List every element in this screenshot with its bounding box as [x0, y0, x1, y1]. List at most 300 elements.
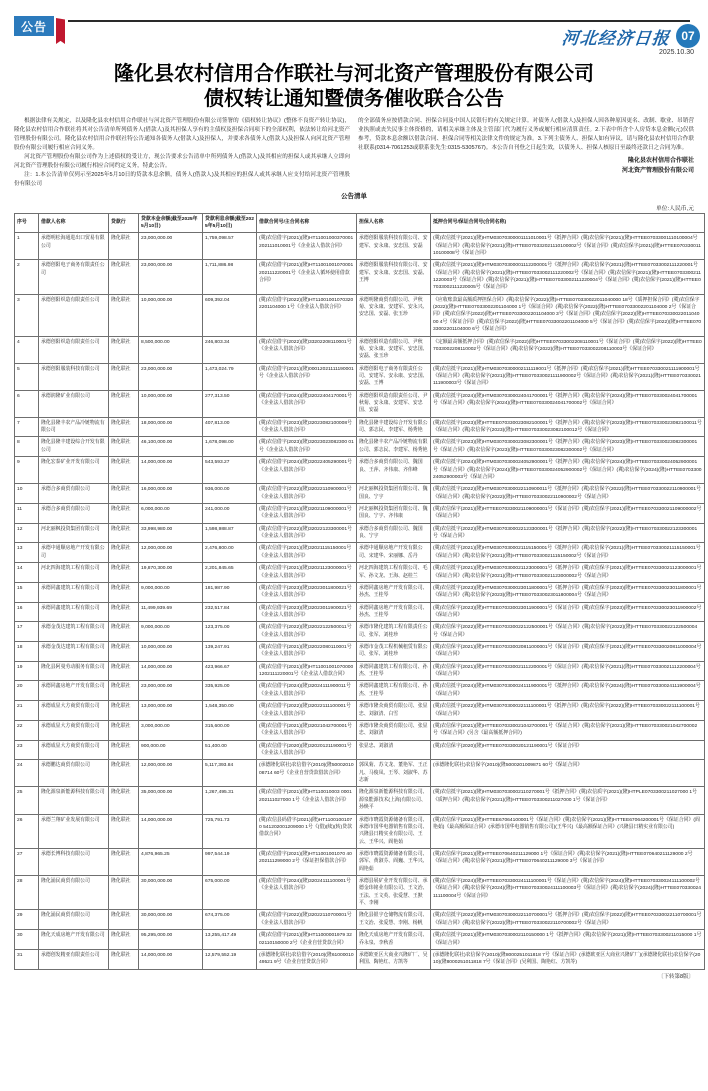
table-cell: 30,000,000.00	[139, 876, 203, 910]
table-header-cell: 贷款利息余额(截至2025年5月10日)	[203, 213, 257, 233]
table-cell: 19	[15, 661, 39, 681]
table-header-cell: 序号	[15, 213, 39, 233]
table-cell: (冀)农信借字(2023)(隆)32023082100008号《企业法人借款合同》	[257, 417, 357, 437]
table-cell: (冀)农信借字(2024)(隆)32022404170001号《企业法人借款合同》	[257, 390, 357, 417]
table-cell: 5,117,393.84	[203, 760, 257, 787]
intro-column-right	[358, 117, 694, 189]
table-cell: 承德创阳织造有限责任公司、尹秋菊、安永康、安建军、安忠国、安磊	[357, 390, 431, 417]
table-cell: 承德成显大方商贸有限公司	[39, 701, 109, 721]
table-cell: 2,476,800.00	[203, 543, 257, 563]
table-cell: 725,791.73	[203, 814, 257, 848]
table-cell: 隆化联社	[109, 701, 139, 721]
intro-text	[14, 117, 694, 189]
table-cell: 95,295,000.00	[139, 930, 203, 950]
table-cell: 隆化源泉新能源科技有限公司	[39, 787, 109, 814]
table-cell: 隆化联社	[109, 523, 139, 543]
table-cell: 10	[15, 484, 39, 504]
table-cell: 18,000,000.00	[139, 417, 203, 437]
intro-paragraph: 河北资产管理股份有限公司作为上述债权的受让方，现公告要求公告清单中所列债务人(借款人)及其相应的担保人或其承继人立即向河北资产管理股份有限公司履行相应合同约定义务，特此公告。	[14, 153, 350, 169]
signature-credit-union: 隆化县农村信用合作联社	[627, 157, 694, 164]
table-header-cell: 借款合同号/主合同名称	[257, 213, 357, 233]
table-cell: 246,803.34	[203, 336, 257, 363]
table-row	[15, 523, 705, 543]
table-cell: 19,870,300.00	[139, 563, 203, 583]
table-cell: 隆化联社	[109, 787, 139, 814]
table-cell: 14	[15, 563, 39, 583]
table-cell: 35,000,000.00	[139, 787, 203, 814]
table-cell: 10,000,000.00	[139, 390, 203, 417]
signature-asset-company: 河北资产管理股份有限公司	[621, 167, 694, 174]
table-cell: 13,255,417.49	[203, 930, 257, 950]
table-cell: 10,000,000.00	[139, 294, 203, 336]
table-header-cell: 借款人名称	[39, 213, 109, 233]
table-cell: (冀)农信保字(2022)(隆)HTTEE070330022122500001号《保证合同》(冀)农信保字(2022)(隆)HTTEE070330022122500004号《保证合同》	[431, 622, 705, 642]
paper-name: 河北经济日报	[560, 29, 671, 49]
table-cell: 承德市隆化建筑工程有限责任公司、张军、刘桂珍	[357, 622, 431, 642]
table-cell: (冀)农信借字(2021)(隆)HT11001001070 40202111299000 2号《保证担保借款合同》	[257, 848, 357, 875]
table-cell: (冀)农信抵字(2021)(隆)HTM03070300001112200001号《抵押合同》(冀)农信保字(2021)(隆)HTTEE07033002111220001号《保证合同》(冀)农信保字(2021)(隆)HTTEE07033002111220002号《保证合同》(冀)农信保字(2021)(隆)HTTEE07033002111220003号《保证合同》(冀)农信保字(2021)(隆)HTTEE07033002111220004号《保证合同》(冀)农信保字(2021)(隆)HTTEE07033002111220005号《保证合同》	[431, 260, 705, 294]
title-line-2: 债权转让通知暨债务催收联合公告	[204, 88, 504, 110]
table-header-cell: 担保人名称	[357, 213, 431, 233]
table-cell: 承德长博科技有限公司	[39, 848, 109, 875]
table-cell: 4,876,965.25	[139, 848, 203, 875]
table-cell: 241,000.00	[203, 504, 257, 524]
table-cell: (冀)农信借字(2024)(隆)32024111100001号《企业法人借款合同》	[257, 876, 357, 910]
table-cell: (冀)农信抵字(2024)(隆)HTM03070300024052900001号《抵押合同》(冀)农信保字(2024)(隆)HTTEE070330024052900001号《保证合同》(冀)农信保字(2024)(隆)HTTEE070330024052900002号《保证合同》(冀)农信保字(2024)(隆)HTTEE070330024052900003号《保证合同》	[431, 457, 705, 484]
table-row	[15, 504, 705, 524]
table-header-cell: 抵押合同号/保证合同号(合同名称)	[431, 213, 705, 233]
section-label: 公告	[20, 19, 47, 34]
table-cell: 隆化联社	[109, 642, 139, 662]
table-cell: (承德隆化联社)农信借字(2010)(隆6100001049521 9号《企业自营贷款合同》	[257, 949, 357, 969]
table-cell: 23,000,000.00	[139, 260, 203, 294]
table-row	[15, 930, 705, 950]
table-cell: 河北丽枫投资集团有限公司、魏国良、宁宇	[357, 484, 431, 504]
table-cell: 承德创阳电子商务有限责任公司、安建军、安永康、安忠国、安磊、王博	[357, 363, 431, 390]
table-cell: 12,000,000.00	[139, 760, 203, 787]
table-cell: (冀)农信借字(2021)(隆)00012021111190001号《企业法人借款合同》	[257, 363, 357, 390]
table-cell: (冀)农信保字(2021)(隆)HTTEE070330021112200001号《保证合同》(冀)农信保字(2021)(隆)HTTEE070330021112200004号《保证合同》	[431, 661, 705, 681]
page-number: 07	[681, 29, 695, 43]
table-cell: 31	[15, 949, 39, 969]
table-cell: 承德市晓霞资源储备有限公司、郭军、黄淑芬、阎巍、王华兴、阎艳茹	[357, 848, 431, 875]
table-cell: (冀)农信保字(2021)(隆)HTTEE070640211129000 1号《保证合同》(冀)农信保字(2021)(隆)HTTEE070640211129000 2号《保证合同》(冀)农信保字(2021)(隆)HTTEE070640211129000 3号《保证合同》	[431, 848, 705, 875]
table-cell: 674,375.00	[203, 910, 257, 930]
table-cell: 15	[15, 582, 39, 602]
table-cell: (冀)农信抵字(2022)(隆)HTM03070300022123300001号《抵押合同》(冀)农信保字(2022)(隆)HTTEE070330022123300001号《保证合同》	[431, 523, 705, 543]
table-cell: 承德同鑫房地产开发有限公司	[39, 681, 109, 701]
table-row	[15, 681, 705, 701]
table-cell: 承德中通顺房地产开发有限公司	[39, 543, 109, 563]
table-cell: 承德金茂达建筑工程有限公司	[39, 642, 109, 662]
table-cell: 14,000,000.00	[139, 661, 203, 681]
table-cell: 承德同鑫建筑工程有限公司	[39, 602, 109, 622]
table-cell: 14,000,000.00	[139, 949, 203, 969]
table-cell: 46,100,000.00	[139, 437, 203, 457]
table-cell: (冀)农信借字(2022)(隆)32022122500011号《企业法人借款合同》	[257, 622, 357, 642]
table-cell: 14,000,000.00	[139, 814, 203, 848]
table-cell: 20	[15, 681, 39, 701]
intro-column-left	[14, 117, 350, 189]
table-cell: 承德合多商贸有限公司	[39, 484, 109, 504]
table-cell: 10,000,000.00	[139, 642, 203, 662]
table-cell: 1,548,350.00	[203, 701, 257, 721]
table-cell: (冀)农信借字(2021)(隆)32022080110001号《企业法人借款合同》	[257, 642, 357, 662]
table-cell: 181,987.90	[203, 582, 257, 602]
table-cell: 承德润隆矿业有限公司	[39, 390, 109, 417]
table-cell: 承德明松海通进出口贸易有限公司	[39, 233, 109, 260]
debt-table	[14, 213, 705, 970]
table-cell: 承德金茂达建筑工程有限公司	[39, 622, 109, 642]
table-cell: 承德明隆商贸有限公司、尹秋菊、安永康、安建军、安永兴、安忠国、安磊、张玉珍	[357, 294, 431, 336]
table-cell: 8,500,000.00	[139, 336, 203, 363]
table-cell: 河北丽枫投资集团有限公司	[39, 523, 109, 543]
table-cell: 隆化联社	[109, 260, 139, 294]
table-cell: (冀)农信县码借字(2021)(隆)HT11001001070 541202001209000 1号《(借)(续)(转)贷款借款合同》	[257, 814, 357, 848]
table-cell: (承德隆化联社)农信借字(2010)(隆5000201008714 60号《企业自营贷款借款合同》	[257, 760, 357, 787]
table-cell: (冀)农信保字(2024)(隆)HTTEE070330024111100001号《保证合同》(冀)农信保字(2024)(隆)HTTEE070330024111100002号《保证合同》(冀)农信保字(2024)(隆)HTTEE070330024111100003号《保证合同》(冀)农信保字(2024)(隆)HTTEE070330024111100004号《保证合同》	[431, 876, 705, 910]
table-cell: (冀)农信借字(2022)(隆)32022110700001号《企业法人借款合同》	[257, 910, 357, 930]
table-cell: 28	[15, 876, 39, 910]
table-cell: 609,392.04	[203, 294, 257, 336]
table-cell: (冀)农信借字(2022)(隆)33202208110001号《企业法人借款合同》	[257, 336, 357, 363]
table-cell: 543,593.27	[203, 457, 257, 484]
table-cell: (冀)农信借字(2022)(隆)32022123300001号《企业法人借款合同》	[257, 523, 357, 543]
table-cell: (冀)农信抵字(2021)(隆)HTM0307030002110150000 1号《抵押合同》(冀)农信保字(2021)(隆)HTTEE0703300211015000 1号《保证合同》	[431, 930, 705, 950]
table-cell: 13,000,000.00	[139, 701, 203, 721]
table-cell: 23,000,000.00	[139, 363, 203, 390]
table-cell: (冀)农信抵字(2024)(隆)HTM03070300024111900001号《抵押合同》(冀)农信保字(2024)(隆)HTTEE070330024111900004号《保证合同》	[431, 681, 705, 701]
table-cell: 29	[15, 910, 39, 930]
table-row	[15, 949, 705, 969]
table-cell: 隆化联社	[109, 910, 139, 930]
table-cell: (冀)农信抵字(2023)(隆)HTTEE070330023082100001号《抵押合同》(冀)农信保字(2023)(隆)HTTEE070330023082100011号《保证合同》(冀)农信保字(2023)(隆)HTTEE070330023082100012号《保证合同》	[431, 417, 705, 437]
issue-date: 2025.10.30	[658, 49, 694, 56]
table-cell: (冀)农信借字(2022)(隆)HT110010010703202201104000 1号《企业法人借款合同》	[257, 294, 357, 336]
table-cell: 隆化联社	[109, 437, 139, 457]
table-row	[15, 701, 705, 721]
table-cell: (冀)农信抵字(2021)(隆)HTM03070300021123000001号《抵押合同》(冀)农信保字(2021)(隆)HTTEE070330021123000001号《保证合同》(冀)农信保字(2021)(隆)HTTEE070330021123000002号《保证合同》	[431, 563, 705, 583]
table-cell: 隆化联社	[109, 417, 139, 437]
table-cell: 隆化联社	[109, 622, 139, 642]
continuation-note: 〔下转第8版〕	[657, 973, 694, 980]
table-cell: 3,000,000.00	[139, 720, 203, 740]
table-cell: (冀)农信抵字(2022)(隆)HTM03070300022110900011号《抵押合同》(冀)农信保字(2022)(隆)HTTEE070330022110900001号《保证合同》(冀)农信保字(2022)(隆)HTTEE070330022110900002号《保证合同》	[431, 484, 705, 504]
table-cell: 25	[15, 787, 39, 814]
table-row	[15, 390, 705, 417]
table-row	[15, 543, 705, 563]
table-cell: 承德合多商贸有限公司	[39, 504, 109, 524]
table-cell: (冀)农信借字(2023)(隆)32023011800021号《企业法人借款合同》	[257, 582, 357, 602]
table-cell: (冀)农信抵字(2021)(隆)HTM0307030002110270001号《抵押合同》(冀)农信质字(2021)(隆)HTPLE0703300211027000 1号《质押合同》(冀)农信保字(2021)(隆)HTTEE0703300211027000 1号《保证合同》	[431, 787, 705, 814]
table-row	[15, 602, 705, 622]
table-cell: (冀)农信保字(2021)(隆)HTTEE070330021109000001号《保证合同》(冀)农信保字(2021)(隆)HTTEE070330021109000002号《保证合同》	[431, 504, 705, 524]
table-cell: 隆化县银宇仓储物流有限公司、王文治、张爱慧、李刚、杨帆	[357, 910, 431, 930]
table-cell: (冀)农信借字(2020)(隆)32020121190001号《企业法人借款合同》	[257, 740, 357, 760]
table-cell: 承德创阳织造有限公司、尹秋菊、安永康、安建军、安忠国、安磊、张玉珍	[357, 336, 431, 363]
table-cell: 承德创阳服装科技有限公司	[39, 363, 109, 390]
table-cell: 隆化联社	[109, 582, 139, 602]
table-cell: (冀)农信抵字(2022)(隆)HTM03070300022110700001号《抵押合同》(冀)农信保字(2022)(隆)HTTEE070330022110700001号《保证合同》(冀)农信保字(2022)(隆)HTTEE070330022110700002号《保证合同》	[431, 910, 705, 930]
table-cell: 承德同鑫建筑工程有限公司、孙杰、王桂琴	[357, 661, 431, 681]
table-cell: 隆化涌民商贸有限公司	[39, 876, 109, 910]
table-cell: (冀)农信保字(2020)(隆)HTTEE070330020121190001号《保证合同》	[431, 740, 705, 760]
table-cell: 《定额最高额抵押合同》(冀)农信保字(2022)(隆)HTTEE07033002208110001号《保证合同》(冀)农信保字(2022)(隆)HTTEE07033002208110002号《保证合同》(冀)农信保字(2022)(隆)HTTEE07033002208110003号《保证合同》	[431, 336, 705, 363]
table-cell: 3	[15, 294, 39, 336]
list-label: 公告清单	[341, 192, 367, 200]
header-rule	[68, 20, 690, 22]
table-cell: 隆化联社	[109, 484, 139, 504]
table-row	[15, 910, 705, 930]
table-cell: 隆化县隆丰建设综合开发有限公司、郭志民、李建军、杨秀艳	[357, 417, 431, 437]
table-cell: 隆化联社	[109, 740, 139, 760]
table-cell: 承德成显大方商贸有限公司	[39, 720, 109, 740]
table-cell: 23	[15, 740, 39, 760]
intro-paragraph: 的全部债务应按借款合同、担保合同及中国人民银行的有关规定计算。对债务人(借款人)及担保人因各种原因更名、改制、歇业、吊销营业执照或丧失民事主体资格的，请相关承继主体及主管部门代为履行义务或履行相应清算责任。2.下表中所含个人房贷本息金额(元)仅供参考，贷款本息余额以借款合同、担保合同等相关法律文件的规定为准。3.下列主债务人、担保人如有异议，请与隆化县农村信用合作联社联系(0314-7061253或联系张先生:0315-5305767)。本公告自刊登之日起生效，以债务人、担保人核原日至最终还款日之合同为准。	[358, 118, 694, 151]
table-cell: 隆化联社	[109, 457, 139, 484]
table-cell: (冀)农信抵字(2023)(隆)HTM03070300023011800001号《抵押合同》(冀)农信保字(2023)(隆)HTTEE070330023011800001号《保证合同》(冀)农信保字(2023)(隆)HTTEE070330023011800004号《保证合同》	[431, 582, 705, 602]
table-cell: (冀)农信借字(2021)(隆)32021115150001号《企业法人借款合同》	[257, 543, 357, 563]
table-cell: 隆化联社	[109, 363, 139, 390]
table-row	[15, 661, 705, 681]
table-row	[15, 233, 705, 260]
table-cell: 7	[15, 417, 39, 437]
table-row	[15, 294, 705, 336]
table-cell: 1,711,886.98	[203, 260, 257, 294]
table-cell: 24	[15, 760, 39, 787]
table-cell: 河北丽枫投资集团有限公司、魏国良、宁宇、齐伟康	[357, 504, 431, 524]
table-cell: 郭凤菊、苏文龙、董艳军、王正凡、马俊凤、王琴、刘淑华、苏志新	[357, 760, 431, 787]
table-row	[15, 642, 705, 662]
table-cell: (冀)农信抵字(2021)(隆)HTM03070300021115150001号《抵押合同》(冀)农信保字(2021)(隆)HTTEE070330021115150001号《保证合同》(冀)农信保字(2021)(隆)HTTEE070330021115150002号《保证合同》	[431, 543, 705, 563]
table-cell: 河北四海建筑工程有限公司	[39, 563, 109, 583]
table-cell: 隆化涌民商贸有限公司	[39, 910, 109, 930]
table-cell: (冀)农信借字(2021)(隆)HT11000001979 3202110150000 2号《企业自营贷款合同》	[257, 930, 357, 950]
table-cell: 承德创阳电子商务有限责任公司	[39, 260, 109, 294]
table-cell: 承德创阳服装科技有限公司、安建军、安永康、安忠国、安磊、王博	[357, 260, 431, 294]
intro-paragraph: 注：1.本公告清单仅列示至2025年5月10日的贷款本息余额，债务人(借款人)及其相应的担保人或其承继人应支付给河北资产管理股份有限公司	[14, 171, 350, 187]
table-cell: 26	[15, 814, 39, 848]
announcement-title	[14, 62, 694, 112]
table-cell: 承德欧亚区大商业兴隆矿厂、吴利国、陶艳红、方凯等	[357, 949, 431, 969]
table-row	[15, 848, 705, 875]
table-cell: (冀)农信借字(2021)(隆)HT110010003 0001202111027000 1号《企业法人借款合同》	[257, 787, 357, 814]
table-cell: 23,000,000.00	[139, 233, 203, 260]
table-cell: 6	[15, 390, 39, 417]
table-cell: 1,267,495.31	[203, 787, 257, 814]
table-row	[15, 336, 705, 363]
table-cell: 1,598,988.87	[203, 523, 257, 543]
table-cell: 承德市隆众商贸有限公司、张显忠、刘淑清	[357, 720, 431, 740]
table-cell: 隆化联社	[109, 543, 139, 563]
table-cell: (承德隆化联社)农信保字(2010)(隆8000251011818 7号《保证合同》(承德欧亚区大商业兴隆矿厂)(承德隆化联社)农信保字(2010)(隆8000251011818 7号《保证合同》(吴利国、陶艳红、方凯等)	[431, 949, 705, 969]
table-cell: 承德创阳织造有限责任公司	[39, 336, 109, 363]
table-cell: 隆化联社	[109, 760, 139, 787]
table-cell: 1	[15, 233, 39, 260]
table-cell: 承德市晓霞资源储备有限公司、承德市国华电器销售有限公司、兴隆县日精实业有限公司、王云、王华兴、阎艳茹	[357, 814, 431, 848]
table-cell: 承德兰翔矿业发展有限公司	[39, 814, 109, 848]
table-cell: 承德市金茂工程机械租赁有限公司、张军、刘桂珍	[357, 642, 431, 662]
table-cell: 1,678,098.00	[203, 437, 257, 457]
table-header-cell: 贷款本金余额(截至2025年5月10日)	[139, 213, 203, 233]
table-row	[15, 484, 705, 504]
table-cell: 30,000,000.00	[139, 910, 203, 930]
table-cell: 隆化联社	[109, 390, 139, 417]
table-cell: 277,313.50	[203, 390, 257, 417]
table-cell: 9,000,000.00	[139, 622, 203, 642]
table-cell: 16	[15, 602, 39, 622]
table-cell: (冀)农信抵字(2021)(隆)HTM03070300001111010001号《抵押合同》(冀)农信保字(2021)(隆)HTTEE07033001110100004号《保证合同》(冀)农信保字(2021)(隆)HTTEE070332021110100002号《保证合同》(冀)农信保字(2021)(隆)HTTEE07033001110100008号《保证合同》	[431, 233, 705, 260]
table-cell: (冀)农信借字(2024)(隆)32024111900011号《企业法人借款合同》	[257, 681, 357, 701]
ribbon-icon	[56, 18, 65, 44]
table-cell: 423,966.67	[203, 661, 257, 681]
table-cell: 23,000,000.00	[139, 681, 203, 701]
table-cell: 隆化联社	[109, 949, 139, 969]
table-row	[15, 760, 705, 787]
table-cell: 11	[15, 504, 39, 524]
table-cell: 936,000.00	[203, 484, 257, 504]
table-row	[15, 563, 705, 583]
table-cell: 675,000.00	[203, 876, 257, 910]
table-cell: 5	[15, 363, 39, 390]
table-cell: 承德成显大方商贸有限公司	[39, 740, 109, 760]
table-cell: 123,375.00	[203, 622, 257, 642]
table-cell: 407,813.00	[203, 417, 257, 437]
table-cell: (冀)农信抵字(2024)(隆)HTM03070300024041700001号《抵押合同》(冀)农信保字(2024)(隆)HTTEE070330024041700001号《保证合同》(冀)农信保字(2024)(隆)HTTEE070330024041700002号《保证合同》	[431, 390, 705, 417]
table-cell: 2	[15, 260, 39, 294]
table-cell: 8	[15, 437, 39, 457]
intro-paragraph: 根据法律有关规定，以及隆化县农村信用合作联社与河北资产管理股份有限公司签署的《债权转让协议》(整体不良资产转让协议)，隆化县农村信用合作联社将其对公告清单所列债务人(借款人)及其担保人享有的主债权及担保合同项下的全部权利，依法转让给河北资产管理股份有限公司。隆化县农村信用合作联社特公告通知各债务人(借款人)及担保人，并要求各债务人(借款人)及担保人向河北资产管理股份有限公司履行相应合同义务。	[14, 118, 350, 151]
table-cell: 隆化联社	[109, 876, 139, 910]
table-cell: 13	[15, 543, 39, 563]
signatures	[358, 156, 694, 176]
table-header-row	[15, 213, 705, 233]
table-row	[15, 622, 705, 642]
table-cell: 17	[15, 622, 39, 642]
table-cell: 16,000,000.00	[139, 484, 203, 504]
table-cell: (承德隆化联社)农信保字(2010)(隆5000201009871 60号《保证合同》	[431, 760, 705, 787]
table-cell: 2,201,845.65	[203, 563, 257, 583]
table-cell: 隆化县隆丰农产品冷链物流有限公司	[39, 417, 109, 437]
table-cell: 隆化联社	[109, 504, 139, 524]
table-cell: 30	[15, 930, 39, 950]
table-cell: (冀)农信借字(2023)(隆)32023011900021号《企业法人借款合同》	[257, 602, 357, 622]
table-cell: 承德创阳服装科技有限公司、安建军、安永康、安忠国、安磊	[357, 233, 431, 260]
table-cell: (冀)农信借字(2022)(隆)32022110900001号《企业法人借款合同》	[257, 484, 357, 504]
list-label-row	[14, 191, 694, 203]
table-cell: 9,000,000.00	[139, 582, 203, 602]
table-cell: 11,499,939.69	[139, 602, 203, 622]
table-cell: 承德中通顺房地产开发有限公司、宋建华、宋丽娜、岳丹	[357, 543, 431, 563]
table-cell: 315,600.00	[203, 720, 257, 740]
table-cell: (冀)农信借字(2021)(隆)32021109000001号《企业法人借款合同》	[257, 504, 357, 524]
page-number-badge	[676, 24, 700, 48]
table-cell: 18	[15, 642, 39, 662]
table-cell: (冀)农信借字(2024)(隆)32022405290001号《企业法人借款合同》	[257, 457, 357, 484]
table-cell: (冀)农信保字(2021)(隆)HTTEE67064100001号《保证合同》(冀)农信保字(2021)(隆)HTTEE67064200001号《保证合同》(阎艳茹)《最高额保证合同》(承德市国华电器销售有限公司)(王华兴)《最高额保证合同》(兴隆县日精实业有限公司)	[431, 814, 705, 848]
table-row	[15, 582, 705, 602]
table-cell: 隆化源泉新能源科技有限公司、源泉能源技术(上海)有限公司、孙焕平	[357, 787, 431, 814]
table-cell: 12	[15, 523, 39, 543]
table-cell: 隆化联社	[109, 930, 139, 950]
table-row	[15, 814, 705, 848]
table-cell: (冀)农信借字(2021)(隆)32021042700001号《企业法人借款合同》	[257, 720, 357, 740]
table-cell: 隆化联社	[109, 602, 139, 622]
table-cell: 隆化联社	[109, 814, 139, 848]
table-cell: 51,400.00	[203, 740, 257, 760]
masthead	[0, 0, 708, 58]
table-cell: 900,000.00	[139, 740, 203, 760]
table-cell: 997,544.19	[203, 848, 257, 875]
table-cell: 河北四海建筑工程有限公司、毛军、孙文龙、王海、赵桂兰	[357, 563, 431, 583]
table-cell: (冀)农信保字(2021)(隆)HTTEE070330020811000001号《保证合同》(冀)农信保字(2021)(隆)HTTEE070330020811000004号《保证合同》	[431, 642, 705, 662]
table-row	[15, 740, 705, 760]
table-row	[15, 876, 705, 910]
table-cell: 承德创阳织造有限责任公司	[39, 294, 109, 336]
table-cell: 承德创发精亚有限责任公司	[39, 949, 109, 969]
table-cell: 隆化联社	[109, 563, 139, 583]
table-cell: 承德同鑫房地产开发有限公司、孙杰、王桂琴	[357, 582, 431, 602]
table-cell: 承德合多商贸有限公司、魏国良、宁宇	[357, 523, 431, 543]
table-row	[15, 457, 705, 484]
table-cell: 隆化县隆丰建设综合开发有限公司	[39, 437, 109, 457]
table-cell: 1,473,024.79	[203, 363, 257, 390]
table-row	[15, 437, 705, 457]
table-cell: 隆化天成房地产开发有限公司	[39, 930, 109, 950]
unit-label: 单位:人民币,元	[655, 205, 694, 212]
table-cell: 隆化天成房地产开发有限公司、乔永泉、李秋香	[357, 930, 431, 950]
table-cell: (冀)农信保字(2023)(隆)HTTEE070330023011900001号《保证合同》(冀)农信保字(2023)(隆)HTTEE070330023011900002号《保证合同》	[431, 602, 705, 622]
table-cell: 335,925.00	[203, 681, 257, 701]
table-cell: 隆化联社	[109, 848, 139, 875]
table-row	[15, 363, 705, 390]
table-cell: 12,000,000.00	[139, 543, 203, 563]
table-cell: 张显忠、刘淑清	[357, 740, 431, 760]
table-cell: 隆化联社	[109, 336, 139, 363]
table-cell: 6,000,000.00	[139, 504, 203, 524]
table-cell: 21	[15, 701, 39, 721]
table-row	[15, 260, 705, 294]
table-cell: (冀)农信抵字(2021)(隆)HTM03070300002111119001号《抵押合同》(冀)农信保字(2021)(隆)HTTEE070330021111900001号《保证合同》(冀)农信保字(2021)(隆)HTTEE070330021111900002号《保证合同》(冀)农信保字(2021)(隆)HTTEE070330021111900003号《保证合同》	[431, 363, 705, 390]
table-cell: (冀)农信借字(2021)(隆)32021123000001号《企业法人借款合同》	[257, 563, 357, 583]
table-cell: 承德同鑫建筑工程有限公司、孙杰、王桂琴	[357, 681, 431, 701]
table-cell: 承德同鑫房地产开发有限公司、孙杰、王桂琴	[357, 602, 431, 622]
table-cell: 隆化县阿曼劳动服务有限公司	[39, 661, 109, 681]
table-cell: (冀)农信抵字(2022)(隆)HTM03070300022111100001号《抵押合同》(冀)农信保字(2022)(隆)HTTEE070330022111100001号《保证合同》	[431, 701, 705, 721]
table-cell: 12,579,552.19	[203, 949, 257, 969]
table-cell: 27	[15, 848, 39, 875]
table-cell: 《应收账款最高额质押担保合同》(冀)农信保字(2022)(隆)HTTEE070330022011040000 18号《质押担保合同》(冀)农信保字(2022)(隆)HTTEE07033002201104000 1号《保证合同》(冀)农信保字(2022)(隆)HTTEE07033002201104000 2号《保证合同》(冀)农信保字(2022)(隆)HTTEE07033002201104000 3号《保证合同》(冀)农信保字(2022)(隆)HTTEE07033002201104000 4号《保证合同》(冀)农信保字(2022)(隆)HTTEE07033002201104000 5号《保证合同》(冀)农信保字(2022)(隆)HTTEE07033002201104000 6号《保证合同》	[431, 294, 705, 336]
table-cell: 隆化联社	[109, 681, 139, 701]
table-cell: 22	[15, 720, 39, 740]
table-cell: 33,998,980.00	[139, 523, 203, 543]
table-cell: 4	[15, 336, 39, 363]
table-cell: 隆化联社	[109, 233, 139, 260]
table-cell: (冀)农信借字(2021)(隆)HT11001000370001202111010001号《企业法人借款合同》	[257, 233, 357, 260]
table-cell: 1,759,098.57	[203, 233, 257, 260]
table-cell: 139,247.91	[203, 642, 257, 662]
table-cell: (冀)农信保字(2021)(隆)HTTEE070330021042700001号《保证合同》(冀)农信保字(2021)(隆)HTTEE070330021042700002号《保证合同》(另含《最高额抵押合同》)	[431, 720, 705, 740]
table-cell: 承德合多商贸有限公司、魏国良、王萍、齐伟康、齐伟峰	[357, 457, 431, 484]
table-cell: (冀)农信借字(2023)(隆)32023023082300 01号《企业法人借款合同》	[257, 437, 357, 457]
table-cell: 隆化宏泰矿业开发有限公司	[39, 457, 109, 484]
table-cell: 承德市隆众商贸有限公司、张显忠、刘淑清、白雪	[357, 701, 431, 721]
table-cell: 隆化联社	[109, 661, 139, 681]
table-cell: 232,517.84	[203, 602, 257, 622]
table-row	[15, 417, 705, 437]
section-label-badge	[14, 16, 54, 36]
table-cell: (冀)农信借字(2021)(隆)HT11001001070001202111220001号《企业法人循环使用借款合同》	[257, 260, 357, 294]
